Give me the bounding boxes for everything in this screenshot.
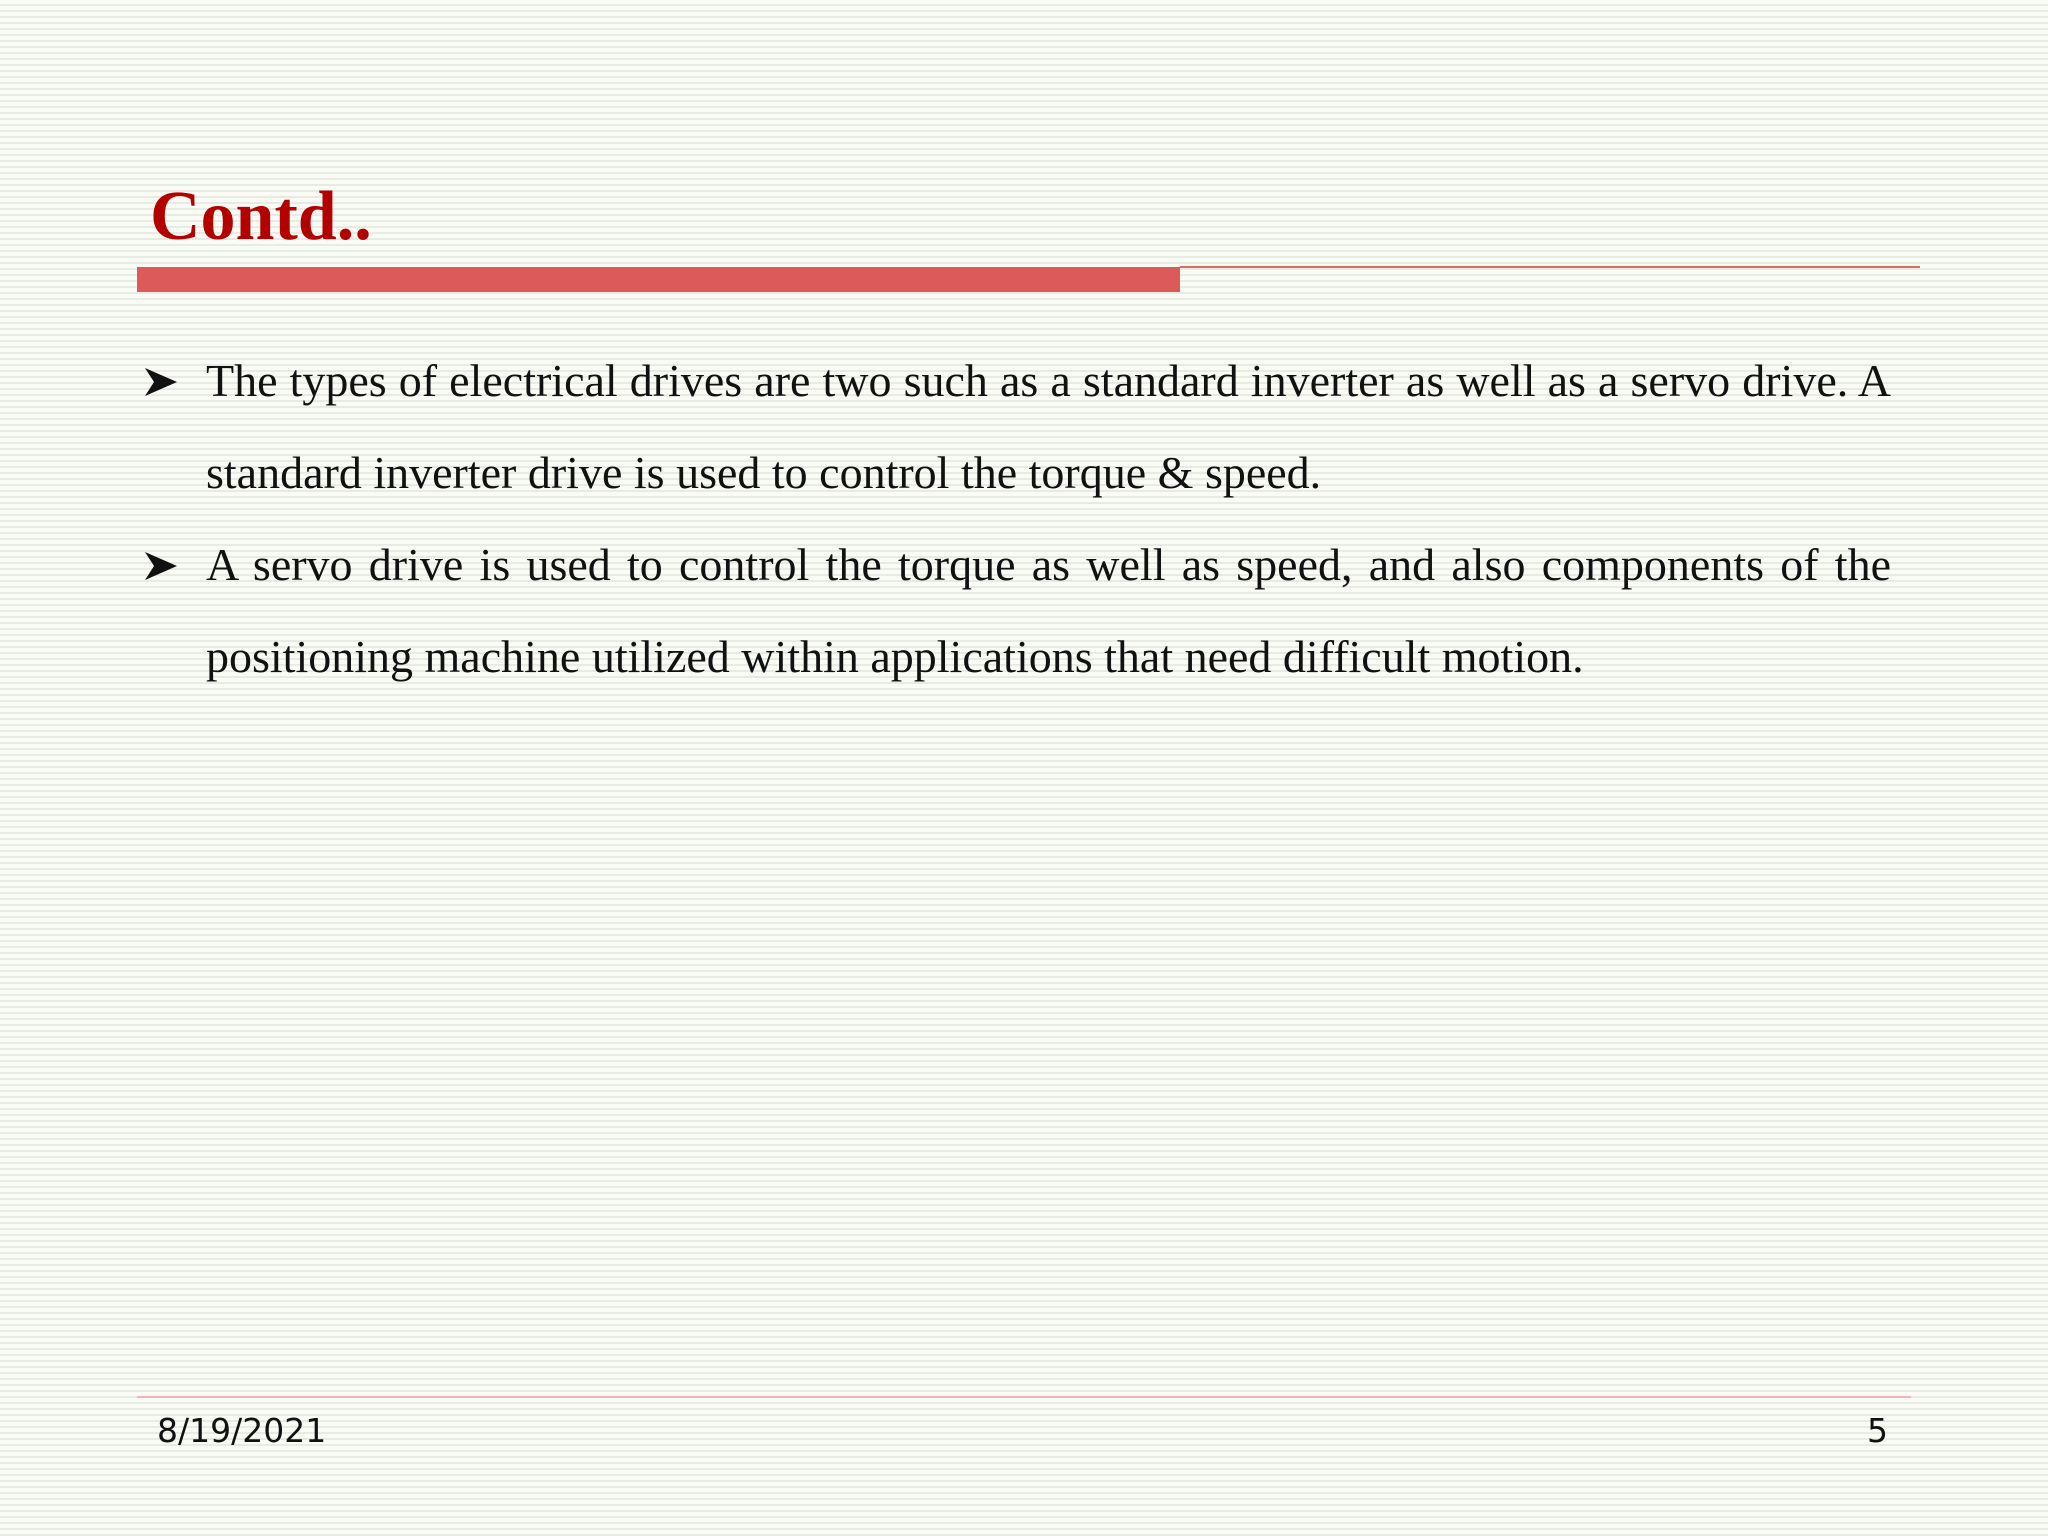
bullet-text: A servo drive is used to control the torque as well as speed, and also components of the positioning machine utilized within applications that need difficult motion.: [206, 539, 1891, 682]
page-number: 5: [1867, 1411, 1888, 1450]
footer-divider: [137, 1396, 1911, 1398]
slide-content: [143, 335, 1891, 703]
slide-title: Contd..: [150, 178, 372, 255]
title-underline-bar: [137, 267, 1180, 292]
bullet-item: [143, 519, 1891, 703]
arrowhead-bullet-icon: [145, 519, 179, 611]
title-underline-rule: [1180, 266, 1920, 268]
bullet-text: The types of electrical drives are two such as a standard inverter as well as a servo drive. A standard inverter drive is used to control the torque & speed.: [206, 355, 1891, 498]
bullet-item: [143, 335, 1891, 519]
footer-date: 8/19/2021: [157, 1411, 327, 1450]
arrowhead-bullet-icon: [145, 335, 179, 427]
